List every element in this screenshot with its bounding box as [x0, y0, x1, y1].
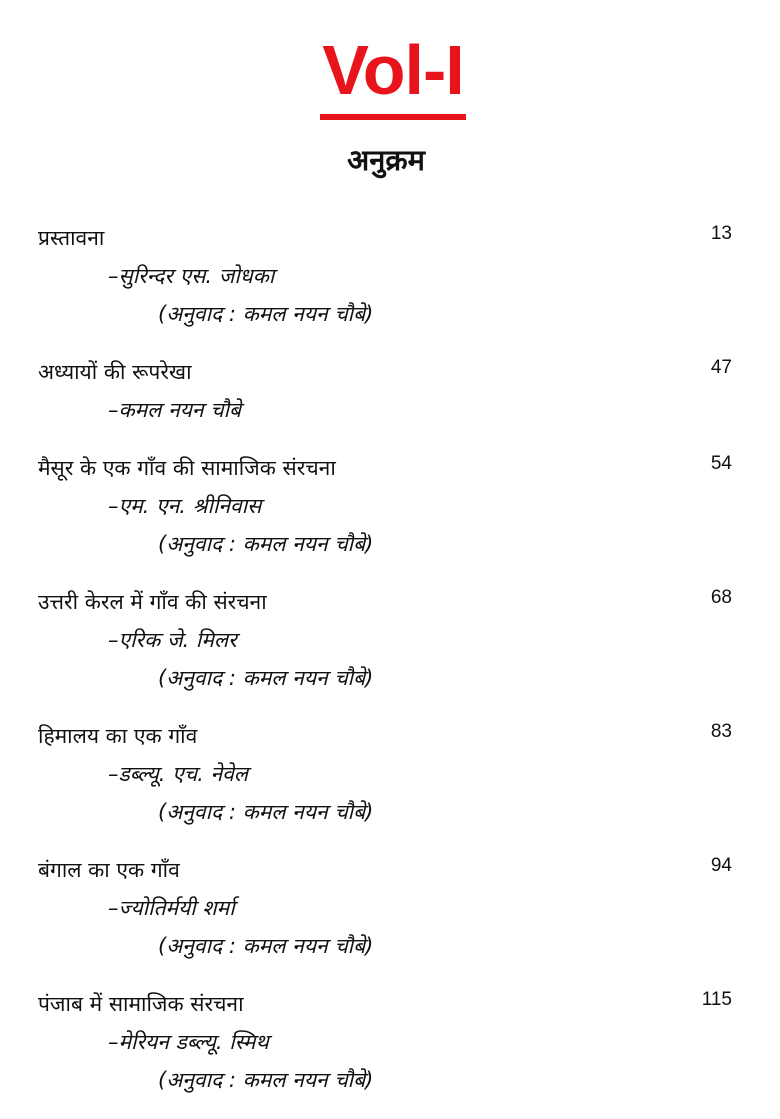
table-of-contents: [0, 219, 780, 1119]
entry-title: प्रस्तावना: [38, 226, 105, 250]
entry-author: –एरिक जे. मिलर: [108, 628, 237, 652]
entry-page-number: 68: [710, 587, 732, 608]
entry-author: –कमल नयन चौबे: [108, 398, 242, 422]
toc-entry: [0, 851, 780, 965]
entry-author: –मेरियन डब्ल्यू. स्मिथ: [108, 1030, 269, 1054]
toc-entry: [0, 219, 780, 333]
entry-translator: (अनुवाद : कमल नयन चौबे): [158, 302, 374, 326]
toc-entry: [0, 353, 780, 429]
entry-page-number: 115: [701, 989, 732, 1010]
entry-translator: (अनुवाद : कमल नयन चौबे): [158, 666, 374, 690]
entry-title: अध्यायों की रूपरेखा: [38, 360, 192, 384]
entry-page-number: 83: [710, 721, 732, 742]
entry-page-number: 94: [710, 855, 732, 876]
entry-author: –एम. एन. श्रीनिवास: [108, 494, 262, 518]
volume-title: [0, 30, 780, 120]
toc-entry: [0, 583, 780, 697]
toc-entry: [0, 717, 780, 831]
entry-page-number: 13: [710, 223, 732, 244]
entry-translator: (अनुवाद : कमल नयन चौबे): [158, 1068, 374, 1092]
entry-author: –ज्योतिर्मयी शर्मा: [108, 896, 235, 920]
toc-entry: [0, 985, 780, 1099]
entry-page-number: 47: [710, 357, 732, 378]
toc-entry: [0, 449, 780, 563]
entry-translator: (अनुवाद : कमल नयन चौबे): [158, 532, 374, 556]
entry-translator: (अनुवाद : कमल नयन चौबे): [158, 800, 374, 824]
volume-label: Vol-I: [320, 30, 465, 120]
entry-translator: (अनुवाद : कमल नयन चौबे): [158, 934, 374, 958]
entry-title: बंगाल का एक गाँव: [38, 858, 180, 882]
entry-title: हिमालय का एक गाँव: [38, 724, 198, 748]
entry-author: –डब्ल्यू. एच. नेवेल: [108, 762, 249, 786]
contents-heading: अनुक्रम: [347, 143, 425, 177]
entry-page-number: 54: [710, 453, 732, 474]
entry-title: मैसूर के एक गाँव की सामाजिक संरचना: [38, 456, 336, 480]
entry-author: –सुरिन्दर एस. जोधका: [108, 264, 275, 288]
entry-title: उत्तरी केरल में गाँव की संरचना: [38, 590, 267, 614]
entry-title: पंजाब में सामाजिक संरचना: [38, 992, 244, 1016]
